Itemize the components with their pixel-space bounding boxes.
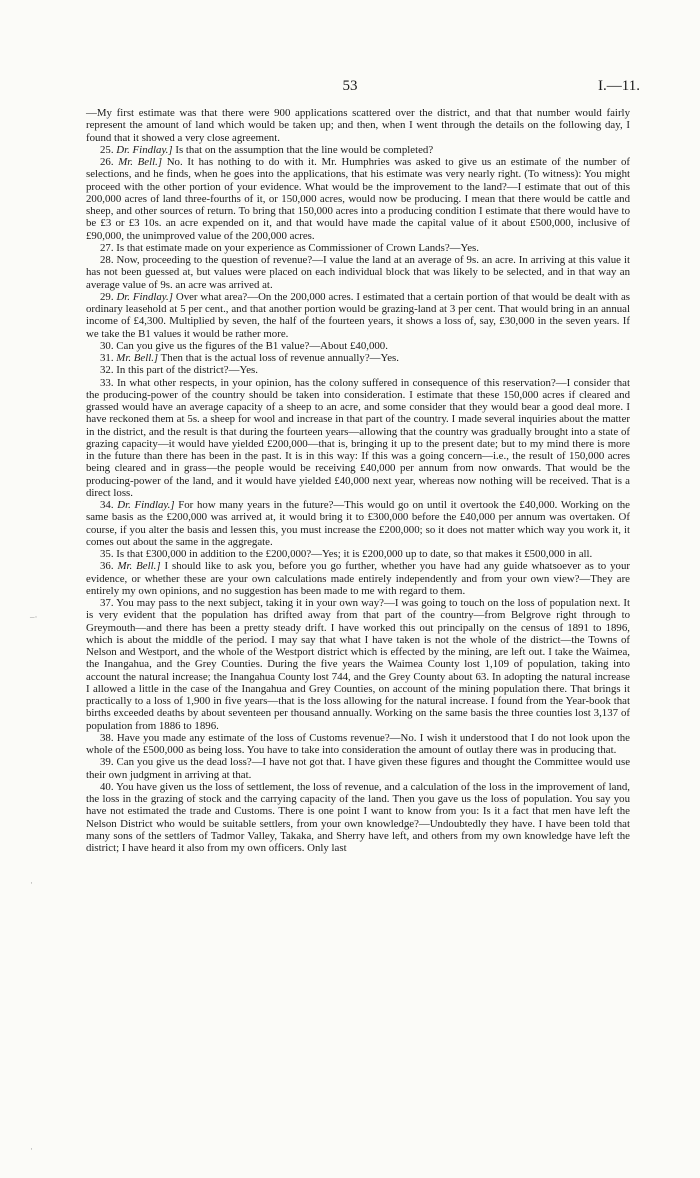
evidence-paragraph [86,499,630,548]
question-number: 31. [100,352,114,364]
question-number: 30. [100,339,114,352]
evidence-paragraph [86,144,630,156]
paragraph-text: Is that estimate made on your experience as Commissioner of Crown Lands?—Yes. [116,241,479,254]
margin-mark: –· [30,612,38,622]
question-number: 29. [100,290,114,303]
speaker-name: Mr. Bell.] [118,156,163,168]
evidence-paragraph [86,756,630,781]
paragraph-text: No. It has nothing to do with it. Mr. Humphries was asked to give us an estimate of the number of selections, and he finds, when he goes into the applications, that his estimate was very nearly right. (To witness): You might proceed with the other portion of your evidence. What would be the improvement to the land?—I estimate that out of this 200,000 acres of land three-fourths of it, or 150,000 acres, would now be producing. I mean that there would be cattle and sheep, and other sources of return. To bring that 150,000 acres into a producing condition I estimate that there would have to be £3 or £3 10s. an acre expended on it, and that would have made the capital value of it about £500,000, inclusive of £90,000, the unimproved value of the 200,000 acres. [86,156,630,242]
evidence-paragraph [86,781,630,855]
document-reference: I.—11. [598,78,640,94]
question-number: 38. [100,731,114,744]
question-number: 39. [100,756,114,769]
speaker-name: Dr. Findlay.] [116,290,173,303]
paragraph-text: Now, proceeding to the question of revenue?—I value the land at an average of 9s. an acre. In arriving at this value it has not been guessed at, but values were placed on each individual block that was likely to be selected, and in that way an average value of 9s. an acre was arrived at. [86,254,630,291]
paragraph-text: Over what area?—On the 200,000 acres. I estimated that a certain portion of that would be dealt with as ordinary leasehold at 5 per cent., and that another portion would be grazing-land at 3 per cent. That would bring in an annual income of £4,300. Multiplied by seven, the half of the fourteen years, it shows a loss of, say, £30,000 in the seven years. If we take the B1 values it would be rather more. [86,290,630,340]
question-number: 25. [100,143,114,156]
evidence-paragraph [86,156,630,242]
paragraph-text: —My first estimate was that there were 900 applications scattered over the district, and that that number would fairly represent the amount of land which would be taken up; and then, when I went through the details on the following day, I found that it showed a very close agreement. [86,107,630,144]
question-number: 35. [100,548,114,560]
evidence-paragraph [86,254,630,291]
question-number: 40. [100,780,114,793]
paragraph-text: Have you made any estimate of the loss of Customs revenue?—No. I wish it understood that I do not look upon the whole of the £500,000 as being loss. You have to take into consideration the amount of outlay there was in producing that. [86,731,630,756]
question-number: 37. [100,597,114,609]
paragraph-text: Is that £300,000 in addition to the £200,000?—Yes; it is £200,000 up to date, so that makes it £500,000 in all. [116,548,593,560]
speaker-name: Mr. Bell.] [116,352,159,364]
paragraph-text: Can you give us the dead loss?—I have not got that. I have given these figures and thought the Committee would use their own judgment in arriving at that. [86,756,631,781]
question-number: 36. [100,560,114,573]
speaker-name: Dr. Findlay.] [116,143,173,156]
evidence-paragraph [86,291,630,340]
evidence-paragraph [86,107,630,144]
margin-mark: · [30,1144,33,1154]
paragraph-text: You have given us the loss of settlement, the loss of revenue, and a calculation of the loss in the improvement of land, the loss in the grazing of stock and the carrying capacity of the land. Then you gave us the loss of population. You say you have not estimated the trade and Customs. There is one point I want to know from you: Is it a fact that men have left the Nelson District who would be suitable settlers, from your own knowledge?—Undoubtedly they have. I have been told that many sons of the settlers of Tadmor Valley, Takaka, and Sherry have left, and others from my own knowledge have left the district; I have heard it also from my own officers. Only last [86,780,630,854]
paragraph-text: Then that is the actual loss of revenue annually?—Yes. [160,352,399,364]
paragraph-text: I should like to ask you, before you go further, whether you have had any guide whatsoever as to your evidence, or whether these are your own calculations made entirely independently and from your own view?—They are entirely my own opinions, and no suggestion has been made to me with regard to them. [86,560,630,597]
paragraph-text: For how many years in the future?—This would go on until it overtook the £40,000. Working on the same basis as the £200,000 was arrived at, it would bring it to £300,000 before the £40,000 per annum was overtaken. Of course, if you alter the basis and lessen this, you must increase the £200,000; so it does not matter which way you work it, it comes out about the same in the aggregate. [86,499,630,548]
paragraph-text: You may pass to the next subject, taking it in your own way?—I was going to touch on the loss of population next. It is very evident that the population has drifted away from that part of the country—from Belgrove right through to Greymouth—and there has been a pretty steady drift. I have worked this out principally on the census of 1891 to 1896, which is about the middle of the period. I may say that what I have taken is not the whole of the district—the Towns of Nelson and Westport, and the whole of the Westport district which is effected by the mining, are left out. I take the Waimea, the Inangahua, and the Grey Counties. During the five years the Waimea County lost 1,109 of population, taking into account the natural increase; the Inangahua County lost 744, and the Grey County about 63. In adopting the natural increase I allowed a little in the case of the Inangahua and Grey Counties, on account of the mining population there. That brings it practically to a loss of 1,900 in five years—that is the loss allowing for the natural increase. I found from the Year-book that births exceeded deaths by about seventeen per thousand annually. Working on the same basis the three counties lost 3,137 of population from 1886 to 1896. [86,597,630,732]
question-number: 26. [100,156,114,168]
evidence-paragraph [86,340,630,352]
speaker-name: Mr. Bell.] [117,560,161,573]
paragraph-text: Is that on the assumption that the line would be completed? [175,143,434,156]
margin-mark: · [30,878,33,888]
evidence-paragraph [86,732,630,757]
question-number: 32. [100,364,114,377]
speaker-name: Dr. Findlay.] [117,499,175,511]
question-number: 34. [100,499,114,511]
question-number: 33. [100,376,114,389]
evidence-paragraph [86,364,630,376]
paragraph-text: In this part of the district?—Yes. [116,364,258,377]
evidence-paragraph [86,377,630,500]
evidence-paragraph [86,560,630,597]
evidence-paragraph [86,242,630,254]
evidence-paragraph [86,352,630,364]
question-number: 28. [100,254,114,266]
question-number: 27. [100,241,114,254]
evidence-text [86,107,630,854]
paragraph-text: Can you give us the figures of the B1 value?—About £40,000. [116,339,388,352]
evidence-paragraph [86,597,630,732]
page-number: 53 [342,78,358,94]
paragraph-text: In what other respects, in your opinion, has the colony suffered in consequence of this reservation?—I consider that the producing-power of the country should be taken into consideration. I estimate that these 150,000 acres if cleared and grassed would have an average capacity of a sheep to an acre, and some consider that they would bear a good deal more. I have reckoned them at 5s. a sheep for wool and increase in that part of the country. I made several inquiries about the matter in the district, and the result is that during the fourteen years—allowing that the country was gradually brought into a state of grazing capacity—it would have yielded £200,000—that is, bringing it up to the present date; but to my mind there is more in the future than there has been in the past. It is in this way: If this was a going concern—i.e., the result of 150,000 acres being cleared and in grass—the people would be receiving £40,000 per annum from now onwards. That would be the producing-power of the land, and it would have yielded £40,000 next year, whereas now nothing will be received. That is a direct loss. [86,376,630,499]
evidence-paragraph [86,548,630,560]
